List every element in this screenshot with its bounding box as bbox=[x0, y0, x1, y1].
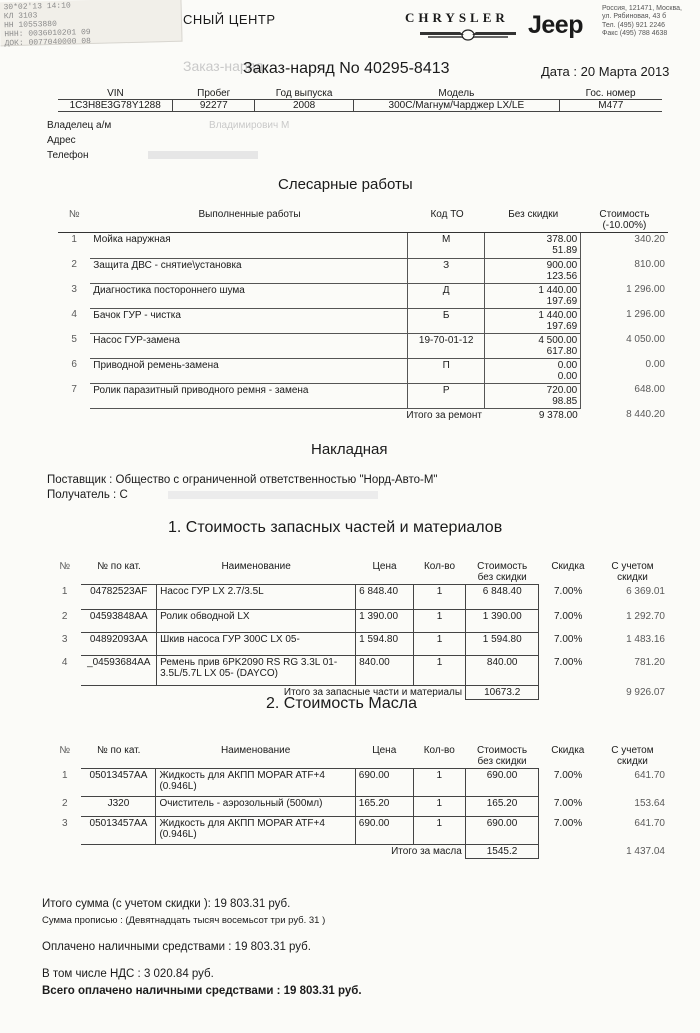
col-discount: Скидка bbox=[551, 745, 585, 756]
mileage-value: 92277 bbox=[173, 100, 255, 112]
services-body bbox=[58, 233, 668, 422]
oil-name: Жидкость для АКПП MOPAR ATF+4 (0.946L) bbox=[156, 817, 355, 845]
price-value: 0.00 bbox=[557, 359, 578, 371]
receipt-sticker bbox=[0, 0, 183, 49]
work-cost: 4 050.00 bbox=[581, 333, 668, 358]
faint-imprint: Заказ-наряд bbox=[183, 58, 264, 74]
part-price: 1 390.00 bbox=[356, 610, 414, 633]
discount-header: (-10.00%) bbox=[602, 220, 647, 231]
table-row bbox=[48, 769, 668, 797]
part-qty: 1 bbox=[413, 585, 465, 610]
work-price bbox=[485, 233, 581, 258]
col-price: Без скидки bbox=[508, 209, 559, 220]
col-catalog: № по кат. bbox=[96, 745, 141, 756]
col-number: № bbox=[59, 561, 71, 572]
work-cost: 1 296.00 bbox=[581, 283, 668, 308]
cost-subheader: без скидки bbox=[477, 572, 527, 583]
row-number: 2 bbox=[61, 610, 68, 622]
discount-value: 617.80 bbox=[546, 345, 578, 357]
vehicle-header: Год выпуска bbox=[275, 88, 333, 99]
services-total-row bbox=[58, 408, 668, 422]
supplier-line: Поставщик : Общество с ограниченной ответственностью "Норд-Авто-М" bbox=[47, 474, 438, 486]
row-number: 3 bbox=[71, 284, 77, 295]
work-code: Б bbox=[407, 308, 485, 333]
col-work: Выполненные работы bbox=[198, 209, 301, 220]
chrysler-wings-icon bbox=[418, 26, 518, 42]
work-code: Р bbox=[407, 383, 485, 408]
work-cost: 648.00 bbox=[581, 383, 668, 408]
part-discount: 7.00% bbox=[553, 656, 583, 668]
sticker-line: ННН: 0036010201 09 bbox=[4, 28, 91, 40]
part-discount: 7.00% bbox=[553, 585, 583, 597]
table-row bbox=[48, 585, 668, 610]
owner-value: Владимирович М bbox=[209, 120, 290, 131]
work-name: Защита ДВС - снятие\установка bbox=[90, 258, 407, 283]
address-line: Факс (495) 788 4638 bbox=[602, 30, 668, 38]
discount-value: 197.69 bbox=[546, 295, 578, 307]
row-number: 4 bbox=[71, 309, 77, 320]
part-name: Насос ГУР LX 2.7/3.5L bbox=[157, 585, 356, 610]
invoice-parties bbox=[47, 473, 437, 503]
table-row bbox=[48, 797, 668, 817]
price-value: 4 500.00 bbox=[538, 334, 578, 346]
oil-table bbox=[48, 744, 668, 859]
catalog-number: 04782523AF bbox=[81, 585, 156, 610]
table-row bbox=[58, 233, 668, 258]
oil-price: 690.00 bbox=[355, 769, 413, 797]
oil-discount: 7.00% bbox=[553, 797, 583, 809]
table-row bbox=[58, 333, 668, 358]
work-cost: 1 296.00 bbox=[581, 308, 668, 333]
catalog-number: J320 bbox=[81, 797, 155, 817]
work-code: 19-70-01-12 bbox=[407, 333, 485, 358]
invoice-title: Накладная bbox=[311, 441, 388, 458]
part-final: 1 292.70 bbox=[626, 610, 665, 622]
sticker-line: 30*02'13 14:10 bbox=[3, 1, 71, 13]
part-name: Ремень прив 6PK2090 RS RG 3.3L 01-3.5L/5.7L LX 05- (DAYCO) bbox=[157, 656, 356, 686]
table-row bbox=[58, 383, 668, 408]
row-number: 1 bbox=[61, 769, 68, 781]
oil-cost: 690.00 bbox=[465, 769, 538, 797]
final-header: С учетом bbox=[611, 561, 654, 572]
table-row bbox=[48, 610, 668, 633]
part-name: Шкив насоса ГУР 300C LX 05- bbox=[157, 633, 356, 656]
table-row bbox=[58, 283, 668, 308]
work-price bbox=[485, 383, 581, 408]
oil-name: Очиститель - аэрозольный (500мл) bbox=[156, 797, 355, 817]
col-code: Код ТО bbox=[430, 209, 464, 220]
price-value: 900.00 bbox=[546, 259, 578, 271]
work-name: Приводной ремень-замена bbox=[90, 358, 407, 383]
col-cost bbox=[581, 208, 668, 234]
catalog-number: 05013457AA bbox=[81, 769, 155, 797]
table-row bbox=[58, 308, 668, 333]
part-qty: 1 bbox=[413, 656, 465, 686]
services-total-label: Итого за ремонт bbox=[406, 409, 482, 421]
summary-paid-cash: Оплачено наличными средствами : 19 803.31 руб. bbox=[42, 941, 311, 953]
address-line: ул. Рябиновая, 43 б bbox=[602, 13, 667, 21]
col-final bbox=[597, 560, 668, 585]
summary-total: Итого сумма (с учетом скидки ): 19 803.31 руб. bbox=[42, 898, 291, 910]
col-number: № bbox=[68, 209, 80, 220]
work-price bbox=[485, 283, 581, 308]
dealer-address bbox=[602, 5, 682, 39]
address-line: Россия, 121471, Москва, bbox=[602, 5, 682, 12]
parts-header-row bbox=[48, 560, 668, 585]
table-row bbox=[48, 633, 668, 656]
vehicle-header: Модель bbox=[438, 88, 475, 99]
col-price: Цена bbox=[372, 561, 397, 572]
work-price bbox=[485, 358, 581, 383]
oil-total-row bbox=[48, 845, 668, 859]
vin-value: 1C3H8E3G78Y1288 bbox=[58, 100, 173, 112]
row-number: 7 bbox=[71, 384, 77, 395]
oil-discount: 7.00% bbox=[553, 817, 583, 829]
col-qty: Кол-во bbox=[423, 745, 455, 756]
oil-cost: 690.00 bbox=[465, 817, 538, 845]
part-name: Ролик обводной LX bbox=[157, 610, 356, 633]
address-label: Адрес bbox=[47, 135, 76, 146]
table-row bbox=[58, 258, 668, 283]
parts-total-cost: 10673.2 bbox=[466, 686, 539, 700]
oil-header-row bbox=[48, 744, 668, 769]
vehicle-header: Пробег bbox=[197, 88, 231, 99]
sticker-line: НН 10553880 bbox=[3, 19, 57, 31]
oil-total-label: Итого за масла bbox=[391, 846, 462, 857]
part-final: 1 483.16 bbox=[626, 633, 665, 645]
oil-final: 641.70 bbox=[634, 817, 665, 829]
price-value: 1 440.00 bbox=[538, 284, 578, 296]
col-number: № bbox=[59, 745, 71, 756]
cost-header: Стоимость bbox=[599, 209, 650, 220]
col-qty: Кол-во bbox=[423, 561, 456, 572]
work-name: Насос ГУР-замена bbox=[90, 333, 407, 358]
vehicle-table bbox=[58, 88, 662, 112]
model-value: 300C/Магнум/Чарджер LX/LE bbox=[354, 100, 560, 112]
row-number: 2 bbox=[71, 259, 77, 270]
oil-final: 153.64 bbox=[634, 797, 665, 809]
final-subheader: скидки bbox=[617, 572, 648, 583]
owner-block bbox=[47, 118, 289, 163]
oil-qty: 1 bbox=[413, 817, 465, 845]
oil-title: 2. Стоимость Масла bbox=[266, 695, 417, 712]
cost-header: Стоимость bbox=[477, 561, 528, 572]
part-final: 781.20 bbox=[634, 656, 665, 668]
catalog-number: 04593848AA bbox=[81, 610, 156, 633]
work-code: М bbox=[407, 233, 485, 258]
redacted-phone bbox=[148, 151, 258, 159]
summary-grand-total: Всего оплачено наличными средствами : 19 803.31 руб. bbox=[42, 985, 362, 997]
work-cost: 810.00 bbox=[581, 258, 668, 283]
address-line: Тел. (495) 921 2246 bbox=[602, 21, 665, 29]
parts-total-label: Итого за запасные части и материалы bbox=[283, 687, 463, 698]
oil-total-cost: 1545.2 bbox=[465, 845, 538, 859]
service-center-name: СНЫЙ ЦЕНТР bbox=[183, 12, 276, 27]
col-cost bbox=[465, 744, 538, 769]
price-value: 720.00 bbox=[546, 384, 578, 396]
services-total-cost: 8 440.20 bbox=[626, 409, 665, 420]
work-code: З bbox=[407, 258, 485, 283]
discount-value: 98.85 bbox=[552, 395, 578, 407]
final-header: С учетом bbox=[611, 745, 654, 756]
final-subheader: скидки bbox=[617, 756, 648, 767]
table-row bbox=[58, 358, 668, 383]
part-cost: 840.00 bbox=[466, 656, 539, 686]
catalog-number: 05013457AA bbox=[81, 817, 155, 845]
part-price: 1 594.80 bbox=[356, 633, 414, 656]
parts-table bbox=[48, 560, 668, 700]
vehicle-header: Гос. номер bbox=[585, 88, 636, 99]
part-cost: 6 848.40 bbox=[466, 585, 539, 610]
order-title: Заказ-наряд No 40295-8413 bbox=[243, 60, 450, 77]
oil-price: 690.00 bbox=[355, 817, 413, 845]
summary-in-words: Сумма прописью : (Девятнадцать тысяч восемьсот три руб. 31 ) bbox=[42, 915, 326, 926]
recipient-line: Получатель : С bbox=[47, 489, 128, 501]
col-discount: Скидка bbox=[551, 561, 585, 572]
work-price bbox=[485, 333, 581, 358]
vehicle-header: VIN bbox=[107, 88, 124, 99]
price-value: 378.00 bbox=[546, 234, 578, 245]
work-name: Диагностика постороннего шума bbox=[90, 283, 407, 308]
owner-label: Владелец а/м bbox=[47, 120, 112, 131]
plate-value: М477 bbox=[559, 100, 662, 112]
jeep-logo: Jeep bbox=[528, 11, 583, 39]
table-row bbox=[48, 817, 668, 845]
oil-total-final: 1 437.04 bbox=[626, 845, 665, 857]
row-number: 3 bbox=[61, 817, 68, 829]
work-name: Ролик паразитный приводного ремня - замена bbox=[90, 383, 407, 408]
discount-value: 123.56 bbox=[546, 270, 578, 282]
part-final: 6 369.01 bbox=[626, 585, 665, 597]
catalog-number: 04892093AA bbox=[81, 633, 156, 656]
col-name: Наименование bbox=[220, 745, 291, 756]
services-title: Слесарные работы bbox=[278, 176, 413, 193]
col-catalog: № по кат. bbox=[97, 561, 141, 572]
col-price: Цена bbox=[372, 745, 397, 756]
row-number: 5 bbox=[71, 334, 77, 345]
part-cost: 1 390.00 bbox=[466, 610, 539, 633]
catalog-number: _04593684AA bbox=[81, 656, 156, 686]
row-number: 6 bbox=[71, 359, 77, 370]
summary-vat: В том числе НДС : 3 020.84 руб. bbox=[42, 968, 214, 980]
row-number: 3 bbox=[61, 633, 68, 645]
work-name: Мойка наружная bbox=[90, 233, 407, 258]
oil-qty: 1 bbox=[413, 769, 465, 797]
parts-title: 1. Стоимость запасных частей и материалов bbox=[168, 519, 503, 536]
part-cost: 1 594.80 bbox=[466, 633, 539, 656]
table-row bbox=[48, 656, 668, 686]
work-name: Бачок ГУР - чистка bbox=[90, 308, 407, 333]
services-table bbox=[58, 208, 668, 234]
order-date: Дата : 20 Марта 2013 bbox=[541, 64, 670, 79]
oil-price: 165.20 bbox=[355, 797, 413, 817]
discount-value: 0.00 bbox=[557, 370, 578, 382]
services-total-price: 9 378.00 bbox=[538, 409, 578, 421]
oil-discount: 7.00% bbox=[553, 769, 583, 781]
work-code: Д bbox=[407, 283, 485, 308]
sticker-line: КЛ 3103 bbox=[3, 11, 38, 22]
col-final bbox=[597, 744, 668, 769]
work-cost: 0.00 bbox=[581, 358, 668, 383]
part-discount: 7.00% bbox=[553, 610, 583, 622]
chrysler-logo: CHRYSLER bbox=[405, 10, 509, 25]
oil-name: Жидкость для АКПП MOPAR ATF+4 (0.946L) bbox=[156, 769, 355, 797]
work-cost: 340.20 bbox=[581, 233, 668, 258]
oil-final: 641.70 bbox=[634, 769, 665, 781]
year-value: 2008 bbox=[255, 100, 354, 112]
discount-value: 51.89 bbox=[552, 245, 578, 256]
work-code: П bbox=[407, 358, 485, 383]
oil-cost: 165.20 bbox=[465, 797, 538, 817]
row-number: 1 bbox=[71, 234, 77, 245]
part-qty: 1 bbox=[413, 633, 465, 656]
part-discount: 7.00% bbox=[553, 633, 583, 645]
col-cost bbox=[466, 560, 539, 585]
work-price bbox=[485, 258, 581, 283]
redacted-recipient bbox=[168, 491, 378, 499]
part-qty: 1 bbox=[413, 610, 465, 633]
discount-value: 197.69 bbox=[546, 320, 578, 332]
price-value: 1 440.00 bbox=[538, 309, 578, 321]
parts-total-final: 9 926.07 bbox=[626, 686, 665, 698]
row-number: 4 bbox=[61, 656, 68, 668]
sticker-line: ДОК: 0077040000 08 bbox=[4, 37, 92, 49]
part-price: 6 848.40 bbox=[356, 585, 414, 610]
cost-header: Стоимость bbox=[476, 745, 528, 756]
col-name: Наименование bbox=[221, 561, 291, 572]
cost-subheader: без скидки bbox=[477, 756, 527, 767]
oil-qty: 1 bbox=[413, 797, 465, 817]
row-number: 2 bbox=[61, 797, 68, 809]
phone-label: Телефон bbox=[47, 150, 89, 161]
work-price bbox=[485, 308, 581, 333]
part-price: 840.00 bbox=[356, 656, 414, 686]
row-number: 1 bbox=[61, 585, 68, 597]
